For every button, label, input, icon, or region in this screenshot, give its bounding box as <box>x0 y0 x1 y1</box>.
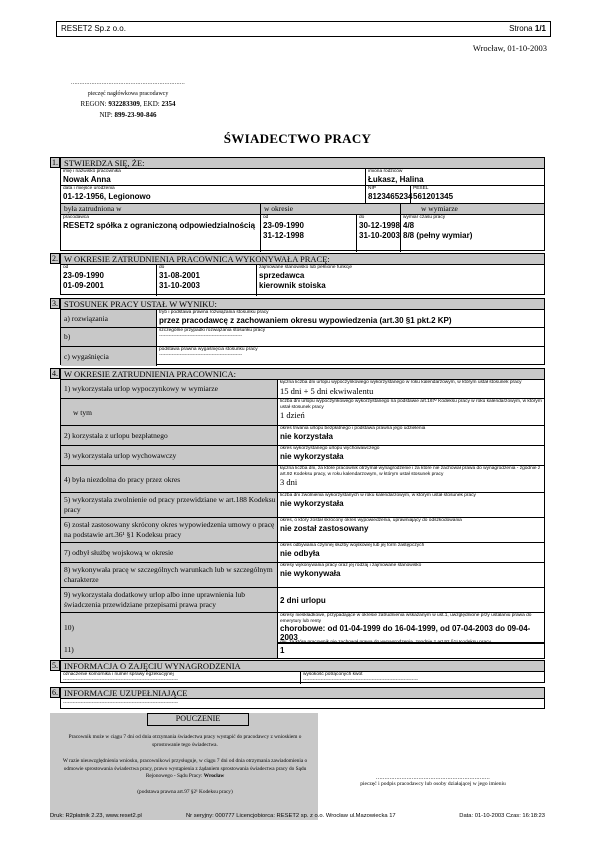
row-value-2: nie korzystała <box>280 431 333 441</box>
row-small-1: łączna liczba dni urlopu wypoczynkowego wykorzystanego w roku kalendarzowym, w którym ustał stosunek pracy <box>280 380 522 385</box>
row-small-3: okres wykorzystanego urlopu wychowawczego <box>280 446 380 451</box>
row-left-7: 7) odbył służbę wojskową w okresie <box>61 543 278 563</box>
row-value-6: nie został zastosowany <box>280 523 369 533</box>
row-value-5: nie wykorzystała <box>280 498 344 508</box>
parents-names: Łukasz, Halina <box>368 174 424 184</box>
section-1 <box>50 157 545 251</box>
page-number: Strona 1/1 <box>509 24 546 33</box>
section-4 <box>50 368 545 644</box>
work-time-2: 8/8 (pełny wymiar) <box>403 230 473 240</box>
pesel-value: 561201345 <box>413 191 454 201</box>
section-number: 3. <box>52 299 58 308</box>
from-label: od <box>63 265 69 270</box>
footer-middle: Nr seryjny: 000777 Licencjobiorca: RESET2 sp. z o.o. Wrocław ul.Mazowiecka 17 <box>186 813 396 819</box>
section-3 <box>50 298 545 365</box>
period-from-2: 31-12-1998 <box>263 230 304 240</box>
row-small-7: okres odbywania czynnej służby wojskowej lub jej form zastępczych <box>280 543 425 548</box>
row-value-8: nie wykonywała <box>280 568 341 578</box>
row-left-8: 8) wykonywała pracę w szczególnych warunkach lub w szczególnym charakterze <box>61 563 278 588</box>
document-title: ŚWIADECTWO PRACY <box>223 131 372 146</box>
employer-stamp <box>48 78 208 120</box>
instruction-paragraph-2: W razie nieuwzględnienia wniosku, pracownikowi przysługuje, w ciągu 7 dni od dnia otrzymania zawiadomienia o odmowie sprostowania świadectwa pracy, prawo wystąpienia z żądaniem sprostowania świadectwa pracy do Sądu Rejonowego - Sądu Pracy: Wrocław <box>62 758 308 779</box>
section-4-row-11 <box>50 642 545 661</box>
section-5 <box>50 660 545 683</box>
stamp-label: pieczęć nagłówkowa pracodawcy <box>87 90 169 97</box>
regon-line: REGON: 932283309, EKD: 2354 <box>80 100 176 108</box>
row-value-1: 15 dni + 5 dni ekwiwalentu <box>280 385 374 396</box>
footer-left: Druk: R2płatnik 2.23, www.reset2.pl <box>50 813 142 819</box>
row-left-2: 2) korzystała z urlopu bezpłatnego <box>61 426 278 446</box>
stamp-dots: ................................................................... <box>71 80 185 86</box>
section-heading: STWIERDZA SIĘ, ŻE: <box>61 158 544 169</box>
section-number: 1. <box>52 158 58 167</box>
period-to-1: 30-12-1998 <box>359 220 400 230</box>
row-small-6: okres, o który został skrócony okres wypowiedzenia, uprawniający do odszkodowania <box>280 518 462 523</box>
nip-line: NIP: 899-23-90-846 <box>99 110 157 119</box>
section-number: 5. <box>52 661 58 670</box>
termination-basis: przez pracodawcę z zachowaniem okresu wypowiedzenia (art.30 §1 pkt.2 KP) <box>159 315 452 325</box>
employer-label: pracodawca <box>63 215 89 220</box>
termination-label: a) rozwiązania <box>61 310 157 328</box>
deducted-label: wysokość potrąconych kwot <box>303 672 363 677</box>
nip-value: 8123465234 <box>368 191 413 201</box>
header-bar <box>56 21 551 37</box>
row-left-1: 1) wykorzystała urlop wypoczynkowy w wymiarze <box>61 380 278 399</box>
row-left-1a: w tym <box>61 399 278 426</box>
row-left-3: 3) wykorzystała urlop wychowawczy <box>61 446 278 466</box>
special-cases-small-label: szczególne przypadki rozwiązania stosunku pracy <box>159 328 266 333</box>
instruction-heading: POUCZENIE <box>147 713 249 726</box>
row-small-8: okresy wykonywania pracy oraz jej rodzaj i zajmowane stanowisko <box>280 563 422 568</box>
place-date: Wrocław, 01-10-2003 <box>472 43 547 53</box>
instruction-paragraph-1: Pracownik może w ciągu 7 dni od dnia otrzymania świadectwa pracy wystąpić do pracodawcy z wnioskiem o sprostowanie tego świadectwa. <box>68 734 302 748</box>
period-label: w okresie <box>261 204 401 215</box>
dimension-label: w wymiarze <box>401 204 544 215</box>
row-left-4: 4) była niezdolna do pracy przez okres <box>61 466 278 493</box>
special-cases-label: b) <box>61 328 157 347</box>
row-value-11: 1 <box>280 645 285 655</box>
company-name: RESET2 Sp.z o.o. <box>61 24 126 33</box>
pesel-label: PESEL <box>413 186 429 191</box>
row-small-4: łączna liczba dni, za które pracownik otrzymał wynagrodzenie i za które nie zachował prawa do wynagrodzenia - zgodnie z art.92 Kodeksu pracy, w roku kalendarzowym, w którym ustał stosunek pracy <box>280 466 541 477</box>
work-time-label: wymiar czasu pracy <box>403 215 446 220</box>
position-label: zajmowane stanowisko lub pełnione funkcje <box>259 265 353 270</box>
instruction-paragraph-3: (podstawa prawna art.97 §2¹ Kodeksu pracy) <box>137 789 233 795</box>
to-label: do <box>159 265 165 270</box>
position-2: kierownik stoiska <box>259 280 326 290</box>
period-from-1: 23-09-1990 <box>263 220 304 230</box>
expiry-small-label: podstawa prawna wygaśnięcia stosunku pracy <box>159 347 258 352</box>
row-value-9: 2 dni urlopu <box>280 596 326 605</box>
section-number: 4. <box>52 369 58 378</box>
row-value-7: nie odbyła <box>280 548 320 558</box>
birth-label: data i miejsce urodzenia <box>63 186 115 191</box>
row-left-9: 9) wykorzystała dodatkowy urlop albo inne uprawnienia lub świadczenia przewidziane przepisami prawa pracy <box>61 588 278 613</box>
additional-info-value: ------------------------------------------------------------------------ <box>63 701 179 706</box>
employed-label: była zatrudniona w <box>61 204 261 215</box>
row-left-11: 11) <box>61 640 278 658</box>
row-value-10: chorobowe: od 01-04-1999 do 16-04-1999, od 07-04-2003 do 09-04-2003 <box>280 624 531 642</box>
work-time-1: 4/8 <box>403 220 415 230</box>
row-left-5: 5) wykorzystała zwolnienie od pracy przewidziane w art.188 Kodeksu pracy <box>61 493 278 518</box>
row-small-11: dni, za które pracownik nie zachował prawa do wynagrodzenia, zgodnie z art.92 §1¹ Kodeksu pracy <box>280 640 491 645</box>
section-heading: INFORMACJE UZUPEŁNIAJĄCE <box>61 688 544 699</box>
instruction-box <box>50 713 318 820</box>
expiry-label: c) wygaśnięcia <box>61 347 157 366</box>
position-1: sprzedawca <box>259 270 305 280</box>
bailiff-value: ------------------------------------------------------------------------ <box>63 677 179 683</box>
bailiff-label: oznaczenie komornika i numer sprawy egzekucyjnej <box>63 672 174 677</box>
row-value-4: 3 dni <box>280 477 298 487</box>
footer-right: Data: 01-10-2003 Czas: 16:18:23 <box>459 813 545 819</box>
from-label: od <box>263 215 269 220</box>
section-heading: W OKRESIE ZATRUDNIENIA PRACOWNICA WYKONYWAŁA PRACĘ: <box>61 254 544 265</box>
special-cases-value: ---------------------------------------------------- <box>159 333 243 339</box>
position-to-1: 31-08-2001 <box>159 270 200 280</box>
birth-date-place: 01-12-1956, Legionowo <box>63 191 151 201</box>
deducted-value: ------------------------------------------------------------------------ <box>303 677 419 683</box>
row-small-1a: liczba dni urlopu wypoczynkowego wykorzystanego na podstawie art.167² Kodeksu pracy w roku kalendarzowym, w którym ustał stosunek pracy <box>280 399 542 410</box>
position-from-2: 01-09-2001 <box>63 280 104 290</box>
signature-dots: ................................................................... <box>376 775 490 781</box>
section-6 <box>50 687 545 709</box>
row-small-5: liczba dni zwolnienia wykorzystanych w roku kalendarzowym, w którym ustał stosunek pracy <box>280 493 476 498</box>
expiry-value: ---------------------------------------------------- <box>159 352 243 358</box>
signature-label: pieczęć i podpis pracodawcy lub osoby działającej w jego imieniu <box>360 781 506 787</box>
termination-small-label: tryb i podstawa prawna rozwiązania stosunku pracy <box>159 310 269 315</box>
section-heading: W OKRESIE ZATRUDNIENIA PRACOWNICA: <box>61 369 544 380</box>
section-2 <box>50 253 545 295</box>
name-label: imię i nazwisko pracownika <box>63 169 121 174</box>
row-value-3: nie wykorzystała <box>280 451 344 461</box>
employee-name: Nowak Anna <box>63 174 111 184</box>
employer-name: RESET2 spółka z ograniczoną odpowiedzialnością <box>63 220 256 230</box>
section-number: 6. <box>52 688 58 697</box>
to-label: do <box>359 215 365 220</box>
parents-label: imiona rodziców <box>368 169 403 174</box>
section-heading: STOSUNEK PRACY USTAŁ W WYNIKU: <box>61 299 544 310</box>
row-left-10: 10) <box>61 613 278 643</box>
row-small-2: okres trwania urlopu bezpłatnego i podstawa prawna jego udzielenia <box>280 426 426 431</box>
row-small-10: okresy nieskładkowe, przypadające w okresie zatrudnienia wskazanym w ust.1, uwzględnione przy ustalaniu prawa do emerytury lub renty <box>280 613 532 624</box>
nip-label: NIP <box>368 186 376 191</box>
row-value-1a: 1 dzień <box>280 410 305 420</box>
signature-area <box>348 775 518 787</box>
position-from-1: 23-09-1990 <box>63 270 104 280</box>
row-left-6: 6) został zastosowany skrócony okres wypowiedzenia umowy o pracę na podstawie art.36¹ §1 Kodeksu pracy <box>61 518 278 543</box>
section-heading: INFORMACJA O ZAJĘCIU WYNAGRODZENIA <box>61 661 544 672</box>
section-number: 2. <box>52 254 58 263</box>
period-to-2: 31-10-2003 <box>359 230 400 240</box>
position-to-2: 31-10-2003 <box>159 280 200 290</box>
